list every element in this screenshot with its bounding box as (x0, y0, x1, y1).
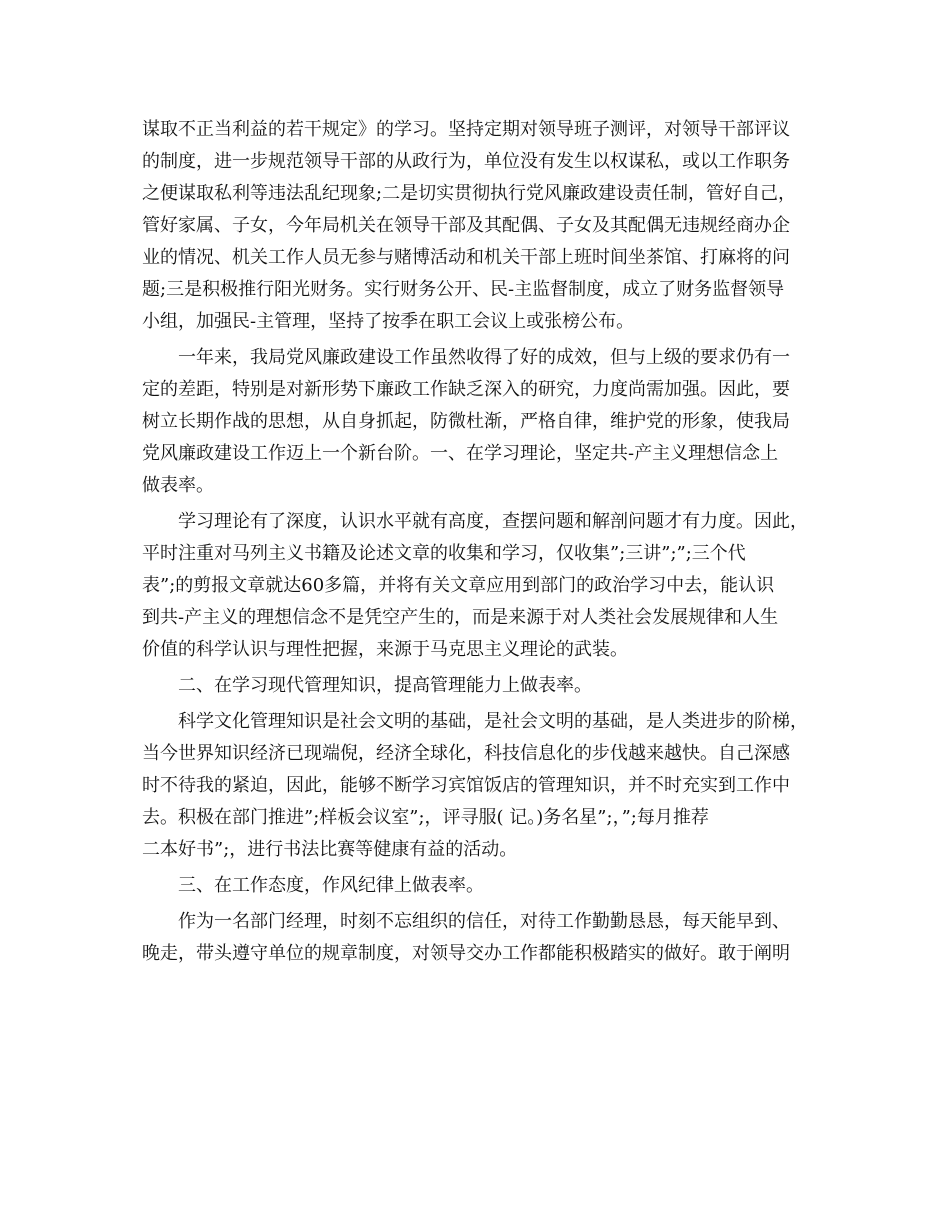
text-line: 的制度，进一步规范领导干部的从政行为，单位没有发生以权谋私，或以工作职务 (142, 151, 790, 172)
text-line: 二、在学习现代管理知识，提高管理能力上做表率。 (178, 675, 592, 696)
text-line: 去。积极在部门推进”;样板会议室”;，评寻服( 记。)务名星”;，”;每月推荐 (142, 807, 709, 828)
paragraph-4 (142, 670, 832, 702)
text-line: 到共-产主义的理想信念不是凭空产生的，而是来源于对人类社会发展规律和人生 (142, 607, 779, 628)
text-line: 之便谋取私利等违法乱纪现象;二是切实贯彻执行党风廉政建设责任制，管好自己， (142, 183, 797, 204)
text-line: 时不待我的紧迫，因此，能够不断学习宾馆饭店的管理知识，并不时充实到工作中 (142, 775, 790, 796)
text-line: 党风廉政建设工作迈上一个新台阶。一、在学习理论，坚定共-产主义理想信念上 (142, 443, 779, 464)
text-line: 树立长期作战的思想，从自身抓起，防微杜渐，严格自律，维护党的形象，使我局 (142, 411, 790, 432)
paragraph-3 (142, 506, 832, 666)
text-line: 晚走，带头遵守单位的规章制度，对领导交办工作都能积极踏实的做好。敢于阐明 (142, 943, 790, 964)
text-line: 定的差距，特别是对新形势下廉政工作缺乏深入的研究，力度尚需加强。因此，要 (142, 379, 790, 400)
text-line: 题;三是积极推行阳光财务。实行财务公开、民-主监督制度，成立了财务监督领导 (142, 279, 785, 300)
paragraph-6 (142, 870, 832, 902)
text-line: 小组，加强民-主管理，坚持了按季在职工会议上或张榜公布。 (142, 311, 635, 332)
paragraph-1 (142, 114, 832, 338)
text-line: 二本好书”;，进行书法比赛等健康有益的活动。 (142, 839, 518, 860)
text-line: 价值的科学认识与理性把握，来源于马克思主义理论的武装。 (142, 639, 628, 660)
text-line: 表”;的剪报文章就达60多篇，并将有关文章应用到部门的政治学习中去，能认识 (142, 575, 775, 596)
paragraph-7 (142, 906, 832, 970)
text-line: 平时注重对马列主义书籍及论述文章的收集和学习，仅收集”;三讲”;”;三个代 (142, 543, 746, 564)
text-line: 作为一名部门经理，时刻不忘组织的信任，对待工作勤勤恳恳，每天能早到、 (178, 911, 790, 932)
paragraph-2 (142, 342, 832, 502)
document-body (142, 114, 832, 970)
text-line: 科学文化管理知识是社会文明的基础，是社会文明的基础，是人类进步的阶梯， (178, 711, 808, 732)
text-line: 谋取不正当利益的若干规定》的学习。坚持定期对领导班子测评，对领导干部评议 (142, 119, 790, 140)
text-line: 做表率。 (142, 475, 214, 496)
text-line: 管好家属、子女，今年局机关在领导干部及其配偶、子女及其配偶无违规经商办企 (142, 215, 790, 236)
text-line: 一年来，我局党风廉政建设工作虽然收得了好的成效，但与上级的要求仍有一 (178, 347, 790, 368)
paragraph-5 (142, 706, 832, 866)
text-line: 业的情况、机关工作人员无参与赌博活动和机关干部上班时间坐茶馆、打麻将的问 (142, 247, 790, 268)
text-line: 学习理论有了深度，认识水平就有高度，查摆问题和解剖问题才有力度。因此， (178, 511, 808, 532)
text-line: 三、在工作态度，作风纪律上做表率。 (178, 875, 484, 896)
text-line: 当今世界知识经济已现端倪，经济全球化，科技信息化的步伐越来越快。自己深感 (142, 743, 790, 764)
